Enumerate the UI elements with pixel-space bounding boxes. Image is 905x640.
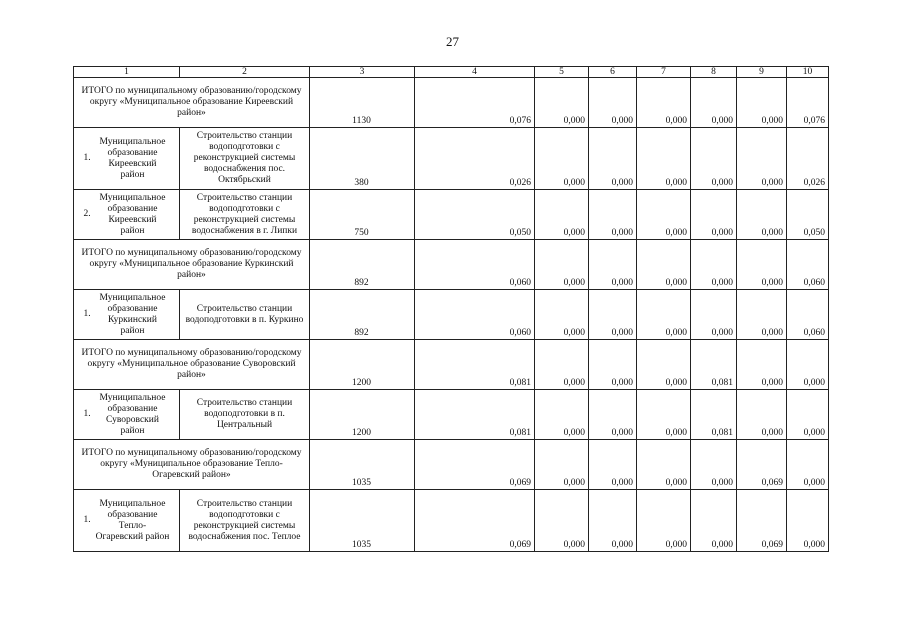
total-label: ИТОГО по муниципальному образованию/городскому округу «Муниципальное образование Киреевский район»: [74, 78, 310, 128]
value-cell: 0,000: [535, 240, 589, 290]
data-table: [73, 66, 829, 552]
value-cell: 0,069: [737, 440, 787, 490]
value-cell: 0,000: [535, 190, 589, 240]
value-cell: 0,069: [415, 440, 535, 490]
header-cell: 3: [310, 67, 415, 78]
value-cell: 0,000: [589, 340, 637, 390]
municipality-cell: [74, 490, 180, 552]
row-index: 1.: [83, 153, 91, 163]
value-cell: 0,050: [787, 190, 829, 240]
value-cell: 0,000: [787, 440, 829, 490]
value-cell: 0,000: [589, 128, 637, 190]
value-cell: 750: [310, 190, 415, 240]
value-cell: 0,050: [415, 190, 535, 240]
value-cell: 0,000: [737, 290, 787, 340]
value-cell: 0,069: [415, 490, 535, 552]
municipality-cell: [74, 190, 180, 240]
project-name: Строительство станции водоподготовки в п. Центральный: [180, 390, 310, 440]
total-row: [74, 340, 829, 390]
value-cell: 0,000: [737, 240, 787, 290]
total-row: [74, 440, 829, 490]
header-cell: 5: [535, 67, 589, 78]
value-cell: 0,000: [535, 78, 589, 128]
value-cell: 0,000: [637, 240, 691, 290]
value-cell: 0,000: [637, 440, 691, 490]
header-cell: 1: [74, 67, 180, 78]
value-cell: 0,000: [535, 440, 589, 490]
value-cell: 0,000: [589, 490, 637, 552]
value-cell: 0,000: [691, 290, 737, 340]
value-cell: 0,000: [787, 490, 829, 552]
project-row: [74, 290, 829, 340]
project-row: [74, 490, 829, 552]
project-name: Строительство станции водоподготовки с реконструкцией системы водоснабжения в г. Липки: [180, 190, 310, 240]
value-cell: 0,026: [415, 128, 535, 190]
row-index: 1.: [83, 515, 91, 525]
value-cell: 0,000: [637, 490, 691, 552]
value-cell: 0,000: [637, 128, 691, 190]
total-row: [74, 240, 829, 290]
value-cell: 0,000: [589, 190, 637, 240]
project-name: Строительство станции водоподготовки с реконструкцией системы водоснабжения пос. Теплое: [180, 490, 310, 552]
value-cell: 0,000: [637, 290, 691, 340]
municipality-cell: [74, 390, 180, 440]
header-cell: 7: [637, 67, 691, 78]
total-label: ИТОГО по муниципальному образованию/городскому округу «Муниципальное образование Суворовский район»: [74, 340, 310, 390]
municipality-name: Муниципальное образование Киреевский район: [99, 136, 166, 180]
value-cell: 0,000: [737, 340, 787, 390]
value-cell: 0,060: [415, 290, 535, 340]
total-label: ИТОГО по муниципальному образованию/городскому округу «Муниципальное образование Куркинский район»: [74, 240, 310, 290]
header-cell: 8: [691, 67, 737, 78]
total-row: [74, 78, 829, 128]
value-cell: 0,000: [691, 490, 737, 552]
value-cell: 0,000: [691, 78, 737, 128]
header-cell: 2: [180, 67, 310, 78]
municipality-name: Муниципальное образование Суворовский район: [99, 392, 166, 436]
value-cell: 0,081: [691, 340, 737, 390]
value-cell: 0,000: [737, 190, 787, 240]
project-name: Строительство станции водоподготовки с реконструкцией системы водоснабжения пос. Октябрьский: [180, 128, 310, 190]
value-cell: 0,000: [535, 390, 589, 440]
value-cell: 0,000: [589, 240, 637, 290]
value-cell: 0,069: [737, 490, 787, 552]
value-cell: 0,060: [787, 240, 829, 290]
value-cell: 1130: [310, 78, 415, 128]
value-cell: 0,000: [589, 78, 637, 128]
value-cell: 0,060: [787, 290, 829, 340]
row-index: 1.: [83, 309, 91, 319]
project-row: [74, 190, 829, 240]
value-cell: 0,000: [637, 390, 691, 440]
header-cell: 10: [787, 67, 829, 78]
municipality-name: Муниципальное образование Киреевский район: [99, 192, 166, 236]
value-cell: 0,076: [787, 78, 829, 128]
value-cell: 0,000: [737, 390, 787, 440]
municipality-name: Муниципальное образование Куркинский район: [99, 292, 166, 336]
header-cell: 9: [737, 67, 787, 78]
value-cell: 0,000: [535, 290, 589, 340]
value-cell: 1200: [310, 390, 415, 440]
header-cell: 6: [589, 67, 637, 78]
value-cell: 0,081: [415, 340, 535, 390]
value-cell: 0,000: [691, 240, 737, 290]
row-index: 1.: [83, 409, 91, 419]
value-cell: 0,000: [637, 78, 691, 128]
value-cell: 0,000: [691, 128, 737, 190]
municipality-name: Муниципальное образование Тепло-Огаревский район: [95, 498, 170, 542]
value-cell: 0,081: [415, 390, 535, 440]
project-name: Строительство станции водоподготовки в п. Куркино: [180, 290, 310, 340]
header-row: [74, 67, 829, 78]
value-cell: 1200: [310, 340, 415, 390]
project-row: [74, 390, 829, 440]
value-cell: 0,000: [737, 128, 787, 190]
value-cell: 0,000: [589, 290, 637, 340]
value-cell: 0,000: [787, 340, 829, 390]
value-cell: 1035: [310, 490, 415, 552]
header-cell: 4: [415, 67, 535, 78]
value-cell: 0,081: [691, 390, 737, 440]
value-cell: 380: [310, 128, 415, 190]
value-cell: 0,000: [535, 128, 589, 190]
page-number: 27: [446, 34, 459, 49]
value-cell: 0,026: [787, 128, 829, 190]
value-cell: 0,000: [637, 190, 691, 240]
total-label: ИТОГО по муниципальному образованию/городскому округу «Муниципальное образование Тепло-Огаревский район»: [74, 440, 310, 490]
municipality-cell: [74, 290, 180, 340]
value-cell: 0,000: [637, 340, 691, 390]
value-cell: 892: [310, 290, 415, 340]
municipality-cell: [74, 128, 180, 190]
value-cell: 0,000: [787, 390, 829, 440]
value-cell: 0,076: [415, 78, 535, 128]
row-index: 2.: [83, 209, 91, 219]
value-cell: 0,000: [535, 490, 589, 552]
value-cell: 0,000: [691, 440, 737, 490]
value-cell: 0,000: [737, 78, 787, 128]
value-cell: 0,000: [691, 190, 737, 240]
value-cell: 892: [310, 240, 415, 290]
value-cell: 0,000: [589, 390, 637, 440]
value-cell: 0,000: [535, 340, 589, 390]
project-row: [74, 128, 829, 190]
value-cell: 1035: [310, 440, 415, 490]
value-cell: 0,060: [415, 240, 535, 290]
value-cell: 0,000: [589, 440, 637, 490]
